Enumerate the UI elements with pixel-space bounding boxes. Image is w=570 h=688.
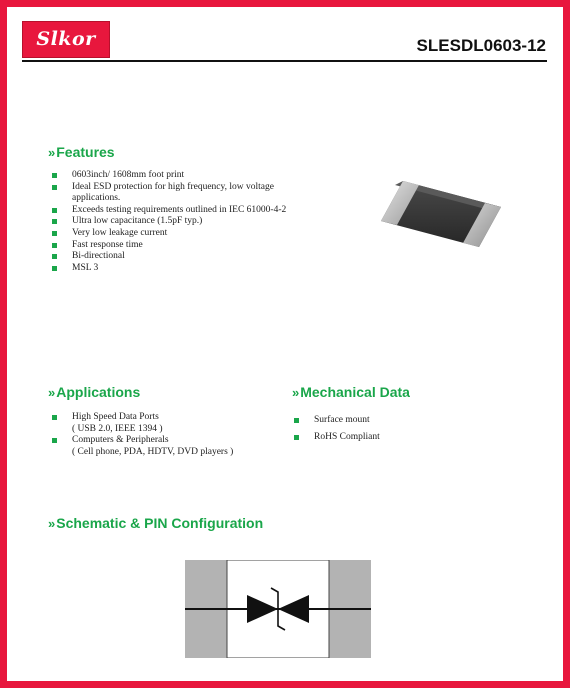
chevron-double-right-icon: » [48, 516, 56, 531]
bullet-square-icon [52, 231, 57, 236]
bullet-square-icon [52, 254, 57, 259]
bullet-square-icon [52, 185, 57, 190]
list-item: Fast response time [52, 240, 286, 252]
chevron-double-right-icon: » [292, 385, 300, 400]
features-heading [48, 144, 115, 160]
applications-title: Applications [56, 384, 141, 400]
list-item: High Speed Data Ports [52, 412, 233, 424]
schematic-title: Schematic & PIN Configuration [56, 515, 264, 531]
applications-heading [48, 384, 140, 400]
list-item: 0603inch/ 1608mm foot print [52, 170, 286, 182]
chip-package-image [375, 177, 508, 251]
bullet-square-icon [294, 435, 299, 440]
bullet-square-icon [52, 415, 57, 420]
list-item: applications. [72, 193, 121, 204]
mechanical-list [294, 412, 380, 446]
list-item: Ultra low capacitance (1.5pF typ.) [52, 216, 286, 228]
schematic-heading [48, 515, 263, 531]
list-item: ( USB 2.0, IEEE 1394 ) [72, 423, 163, 434]
bullet-square-icon [52, 173, 57, 178]
list-item: Ideal ESD protection for high frequency, low voltage [52, 182, 286, 194]
features-list [52, 170, 286, 274]
bullet-square-icon [294, 418, 299, 423]
logo-text: Slkor [36, 28, 96, 50]
schematic-diagram [185, 560, 371, 658]
brand-logo [22, 21, 110, 58]
list-item: Computers & Peripherals [52, 435, 233, 447]
bullet-square-icon [52, 219, 57, 224]
bullet-square-icon [52, 243, 57, 248]
list-item: Bi-directional [52, 251, 286, 263]
list-item: ( Cell phone, PDA, HDTV, DVD players ) [72, 446, 234, 457]
part-number: SLESDL0603-12 [416, 36, 546, 55]
bullet-square-icon [52, 266, 57, 271]
applications-list [52, 412, 233, 458]
features-title: Features [56, 144, 115, 160]
list-item: Very low leakage current [52, 228, 286, 240]
header-divider [22, 60, 547, 62]
mechanical-heading [292, 384, 410, 400]
list-item: RoHS Compliant [294, 429, 380, 446]
bullet-square-icon [52, 438, 57, 443]
chevron-double-right-icon: » [48, 145, 56, 160]
list-item: Exceeds testing requirements outlined in IEC 61000-4-2 [52, 205, 286, 217]
chevron-double-right-icon: » [48, 385, 56, 400]
list-item: MSL 3 [52, 263, 286, 275]
bullet-square-icon [52, 208, 57, 213]
list-item: Surface mount [294, 412, 380, 429]
mechanical-title: Mechanical Data [300, 384, 410, 400]
